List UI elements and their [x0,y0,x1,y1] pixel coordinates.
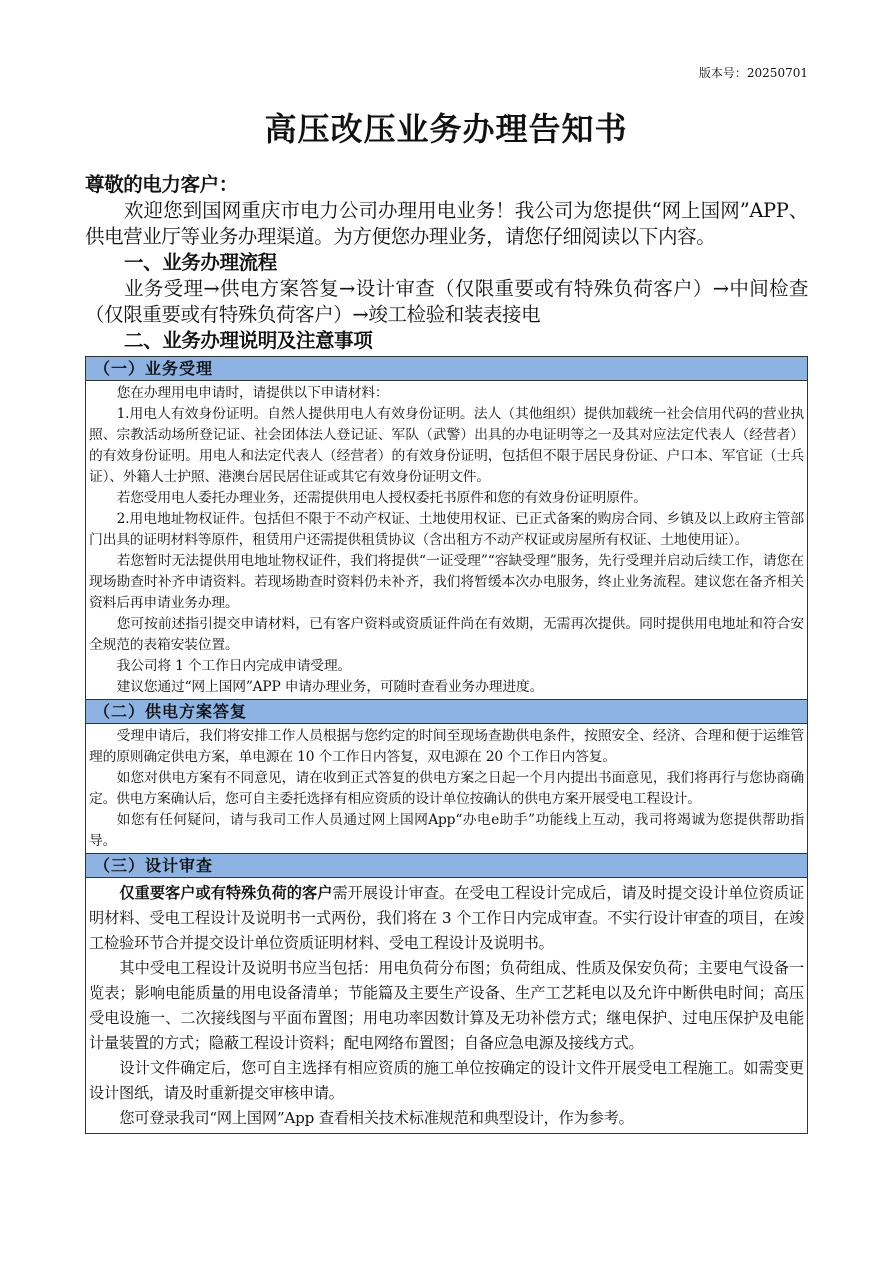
bold-lead: 仅重要客户或有特殊负荷的客户 [119,884,333,902]
section-body-design-review [86,878,807,1133]
paragraph: 如您对供电方案有不同意见，请在收到正式答复的供电方案之日起一个月内提出书面意见，我们将再行与您协商确定。供电方案确认后，您可自主委托选择有相应资质的设计单位按确认的供电方案开展受电工程设计。 [89,770,804,807]
intro-block [85,172,808,354]
paragraph: 您可登录我司“网上国网”App 查看相关技术标准规范和典型设计，作为参考。 [119,1109,634,1127]
paragraph [89,881,804,956]
paragraph: 若您受用电人委托办理业务，还需提供用电人授权委托书原件和您的有效身份证明原件。 [116,490,647,506]
paragraph: 设计文件确定后，您可自主选择有相应资质的施工单位按确定的设计文件开展受电工程施工。如需变更设计图纸，请及时重新提交审核申请。 [89,1059,804,1102]
process-flow: 业务受理→供电方案答复→设计审查（仅限重要或有特殊负荷客户）→中间检查（仅限重要或有特殊负荷客户）→竣工检验和装表接电 [85,277,808,326]
document-body [85,172,808,1134]
paragraph: 若您暂时无法提供用电地址物权证件，我们将提供“一证受理”“容缺受理”服务，先行受理并启动后续工作，请您在现场勘查时补齐申请资料。若现场勘查时资料仍未补齐，我们将暂缓本次办电服务，终止业务流程。建议您在备齐相关资料后再申请业务办理。 [89,553,804,611]
intro-paragraph: 欢迎您到国网重庆市电力公司办理用电业务！我公司为您提供“网上国网”APP、供电营业厅等业务办理渠道。为方便您办理业务，请您仔细阅读以下内容。 [85,199,808,248]
salutation: 尊敬的电力客户： [85,173,238,196]
paragraph-text: 需开展设计审查。在受电工程设计完成后，请及时提交设计单位资质证明材料、受电工程设计及说明书一式两份，我们将在 3 个工作日内完成审查。不实行设计审查的项目，在竣工检验环节合并提交设计单位资质证明材料、受电工程设计及说明书。 [89,884,804,952]
version-number: 版本号：20250701 [698,66,808,80]
paragraph: 您在办理用电申请时，请提供以下申请材料： [116,385,389,401]
section-body-acceptance [86,381,807,699]
section-body-supply-plan [86,724,807,853]
section-header-design-review: （三）设计审查 [86,853,807,878]
paragraph: 2.用电地址物权证件。包括但不限于不动产权证、土地使用权证、已正式备案的购房合同、乡镇及以上政府主管部门出具的证明材料等原件，租赁用户还需提供租赁协议（含出租方不动产权证或房屋所有权证、土地使用证）。 [89,511,804,548]
paragraph: 您可按前述指引提交申请材料，已有客户资料或资质证件尚在有效期，无需再次提供。同时提供用电地址和符合安全规范的表箱安装位置。 [89,616,804,653]
section-header-supply-plan: （二）供电方案答复 [86,699,807,724]
paragraph: 1.用电人有效身份证明。自然人提供用电人有效身份证明。法人（其他组织）提供加载统一社会信用代码的营业执照、宗教活动场所登记证、社会团体法人登记证、军队（武警）出具的办电证明等之一及其对应法定代表人（经营者）的有效身份证明。用电人和法定代表人（经营者）的有效身份证明，包括但不限于居民身份证、户口本、军官证（士兵证）、外籍人士护照、港澳台居民居住证或其它有效身份证明文件。 [89,406,804,485]
notes-table [85,356,808,1134]
document-title: 高压改压业务办理告知书 [264,110,628,148]
paragraph: 建议您通过“网上国网”APP 申请办理业务，可随时查看业务办理进度。 [116,679,544,695]
paragraph: 我公司将 1 个工作日内完成申请受理。 [116,658,352,674]
paragraph: 其中受电工程设计及说明书应当包括：用电负荷分布图；负荷组成、性质及保安负荷；主要电气设备一览表；影响电能质量的用电设备清单；节能篇及主要生产设备、生产工艺耗电以及允许中断供电时间；高压受电设施一、二次接线图与平面布置图；用电功率因数计算及无功补偿方式；继电保护、过电压保护及电能计量装置的方式；隐蔽工程设计资料；配电网络布置图；自备应急电源及接线方式。 [89,959,804,1052]
section-header-acceptance: （一）业务受理 [86,357,807,381]
heading-process: 一、业务办理流程 [124,251,277,274]
paragraph: 如您有任何疑问，请与我司工作人员通过网上国网App“办电e助手”功能线上互动，我司将竭诚为您提供帮助指导。 [89,812,804,849]
heading-notes: 二、业务办理说明及注意事项 [124,329,373,352]
paragraph: 受理申请后，我们将安排工作人员根据与您约定的时间至现场查勘供电条件，按照安全、经济、合理和便于运维管理的原则确定供电方案，单电源在 10 个工作日内答复，双电源在 20 个工作日内答复。 [89,728,804,765]
